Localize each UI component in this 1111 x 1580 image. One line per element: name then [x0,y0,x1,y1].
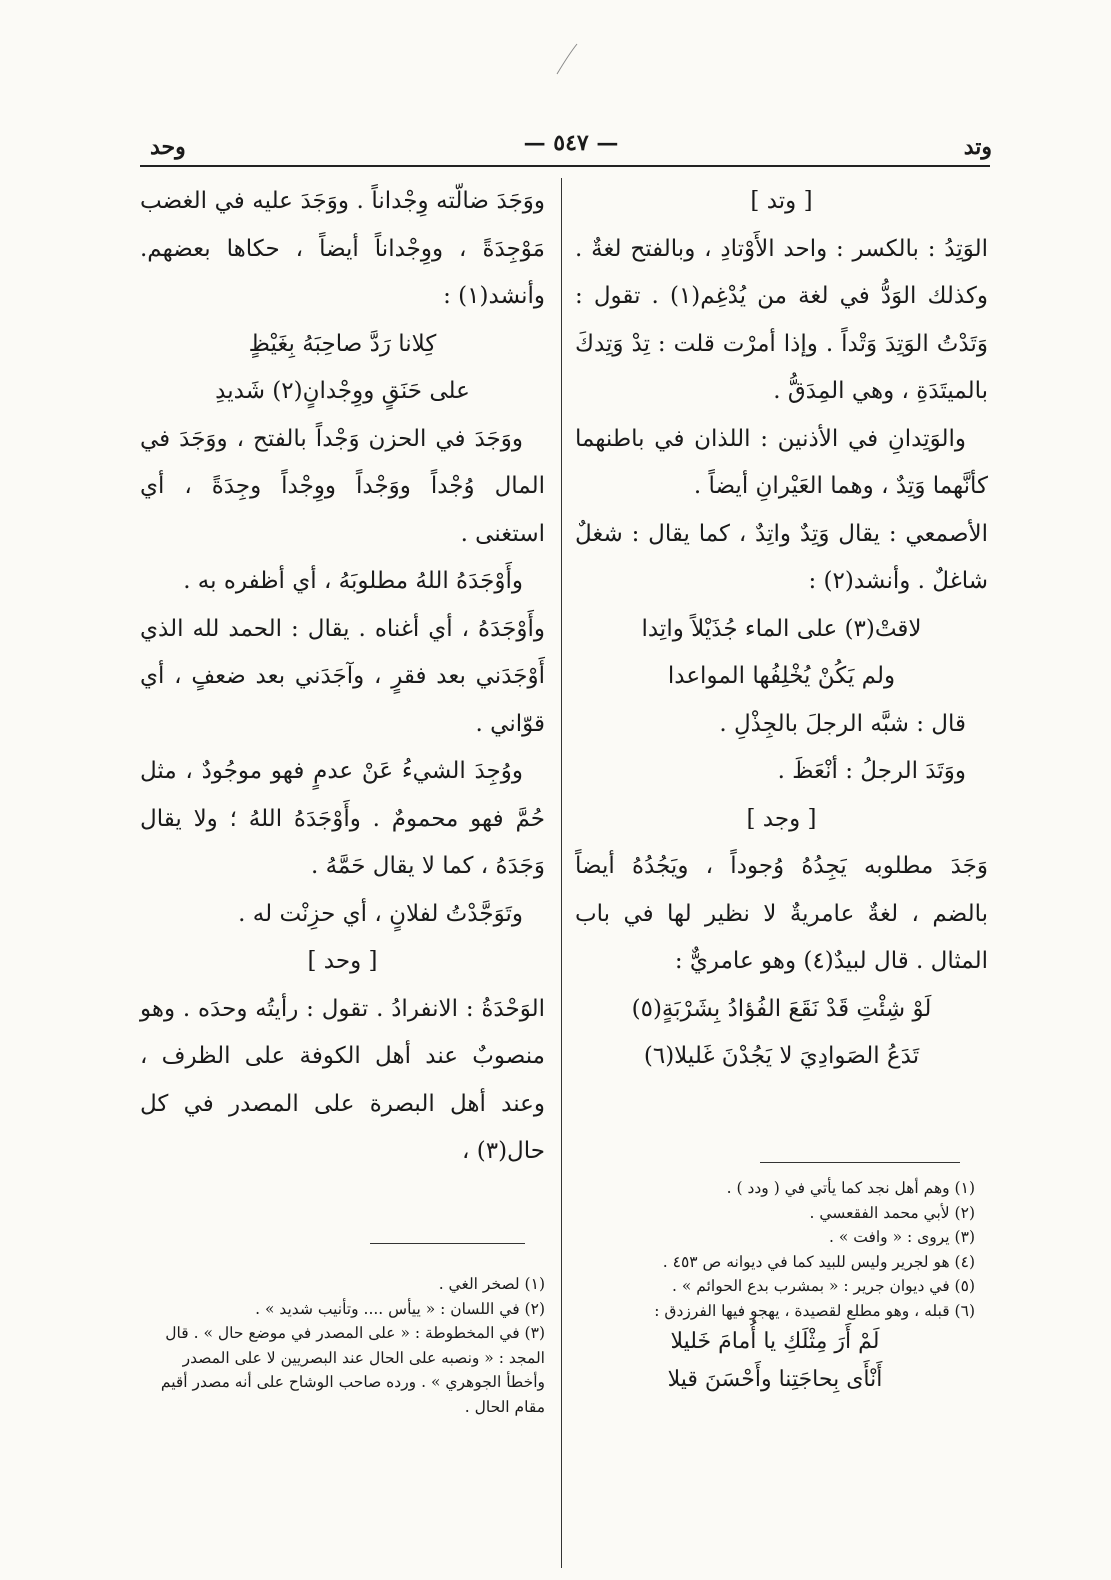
entry-heading-wajada: [ وجد ] [746,805,817,832]
poem-verse: كِلانا رَدَّ صاحِبَهُ بِغَيْظٍ [248,330,437,357]
paragraph: ووَجَدَ في الحزن وَجْداً بالفتح ، ووَجَدَ في المال وُجْداً ووَجْداً ووِجْداً وجِدَةً ، أي استغنى . [140,425,545,547]
footnote: (٣) في المخطوطة : « على المصدر في موضع حال » . قال المجد : « ونصبه على الحال عند البصريين لا على المصدر وأخطأ الجوهري » . ورده صاحب الوشاح على أنه مصدر أقيم مقام الحال . [160,1324,545,1416]
right-footnotes [575,1176,975,1399]
right-column [575,178,988,1081]
paragraph: وأَوْجَدَهُ ، أي أغناه . يقال : الحمد لله الذي أَوْجَدَني بعد فقرٍ ، وآجَدَني بعد ضعفٍ ، أي قوّاني . [140,615,545,737]
paragraph: وَجَدَ مطلوبه يَجِدُهُ وُجوداً ، ويَجُدُهُ أيضاً بالضم ، لغةٌ عامريةٌ لا نظير لها في باب المثال . قال لبيدٌ(٤) وهو عامريٌّ : [575,853,988,974]
poem-verse: لَوْ شِئْتِ قَدْ نَقَعَ الفُؤادُ بِشَرْبَةٍ(٥) [631,995,932,1022]
footnote: (٢) لأبي محمد الفقعسي . [809,1203,975,1222]
paragraph: الوَحْدَةُ : الانفرادُ . تقول : رأيتُه وحدَه . وهو منصوبٌ عند أهل الكوفة على الظرف ، وعند أهل البصرة على المصدر في كل حال(٣) ، [140,995,545,1164]
footnote: (١) لصخر الغي . [438,1275,545,1293]
paragraph: والوَتِدانِ في الأذنين : اللذان في باطنهما كأنَّهما وَتِدٌ ، وهما العَيْرانِ أيضاً . [575,425,988,499]
footnote: (٤) هو لجرير وليس للبيد كما في ديوانه ص ٤٥٣ . [662,1252,975,1271]
paragraph: ووَتَدَ الرجلُ : أنْعَظَ . [777,758,966,784]
poem-verse: لاقتْ(٣) على الماء جُذَيْلاً واتِدا [641,615,922,642]
header-left-keyword: وحد [150,134,186,160]
footnote: (٦) قبله ، وهو مطلع لقصيدة ، يهجو فيها الفرزدق : [654,1301,975,1320]
footnote-rule [370,1243,525,1244]
entry-heading-watad: [ وتد ] [750,188,813,214]
paragraph: وأَوْجَدَهُ اللهُ مطلوبَهُ ، أي أظفره به . [183,568,523,594]
paragraph: الوَتِدُ : بالكسر : واحد الأَوْتادِ ، وبالفتح لغةٌ . وكذلك الوَدُّ في لغة من يُدْغِم(١) . تقول : وَتَدْتُ الوَتِدَ وَتْداً . وإذا أمرْت قلت : تِدْ وَتِدكَ بالميتَدَةِ ، وهي المِدَقُّ . [575,235,988,404]
paragraph: قال : شبَّه الرجلَ بالجِذْلِ . [719,710,966,737]
ink-mark [555,42,579,76]
paragraph: ووُجِدَ الشيءُ عَنْ عدمٍ فهو موجُودٌ ، مثل حُمَّ فهو محمومٌ . وأَوْجَدَهُ اللهُ ؛ ولا يقال وَجَدَهُ ، كما لا يقال حَمَّهُ . [140,758,545,879]
paragraph: الأصمعي : يقال وَتِدٌ واتِدٌ ، كما يقال : شغلٌ شاغلٌ . وأنشد(٢) : [575,520,988,594]
poem-verse: ولم يَكُنْ يُخْلِفُها المواعدا [667,663,896,689]
poem-verse: تَدَعُ الصَوادِيَ لا يَجُدْنَ غَليلا(٦) [643,1043,920,1069]
paragraph: ووَجَدَ ضالّته وِجْداناً . ووَجَدَ عليه في الغضب مَوْجِدَةً ، ووِجْداناً أيضاً ، حكاها بعضهم. وأنشد(١) : [140,188,545,309]
footnote-verse: أَنْأَى بِحاجَتِنا وأَحْسَنَ قيلا [667,1367,883,1392]
column-divider [561,178,562,1568]
page-header [150,126,992,170]
footnote: (١) وهم أهل نجد كما يأتي في ( ودد ) . [726,1179,975,1197]
paragraph: وتَوَجَّدْتُ لفلانٍ ، أي حزِنْت له . [238,900,523,927]
footnote: (٥) في ديوان جرير : « بمشرب بدع الحوائم » . [672,1277,975,1295]
footnote-rule [760,1162,960,1163]
page-number: — ٥٤٧ — [523,130,619,156]
entry-heading-wahada: [ وحد ] [307,948,378,974]
footnote: (٣) يروى : « وافت » . [828,1228,975,1246]
footnote: (٢) في اللسان : « ييأس .... وتأنيب شديد » . [255,1299,545,1318]
poem-verse: على حَنَقٍ ووِجْدانٍ(٢) شَديدِ [215,378,470,404]
header-right-keyword: وتد [963,134,992,160]
footnote-verse: لَمْ أَرَ مِثْلَكِ يا أُمامَ خَليلا [670,1329,880,1354]
left-footnotes [140,1272,545,1419]
left-column [140,178,545,1176]
header-rule [140,165,990,167]
